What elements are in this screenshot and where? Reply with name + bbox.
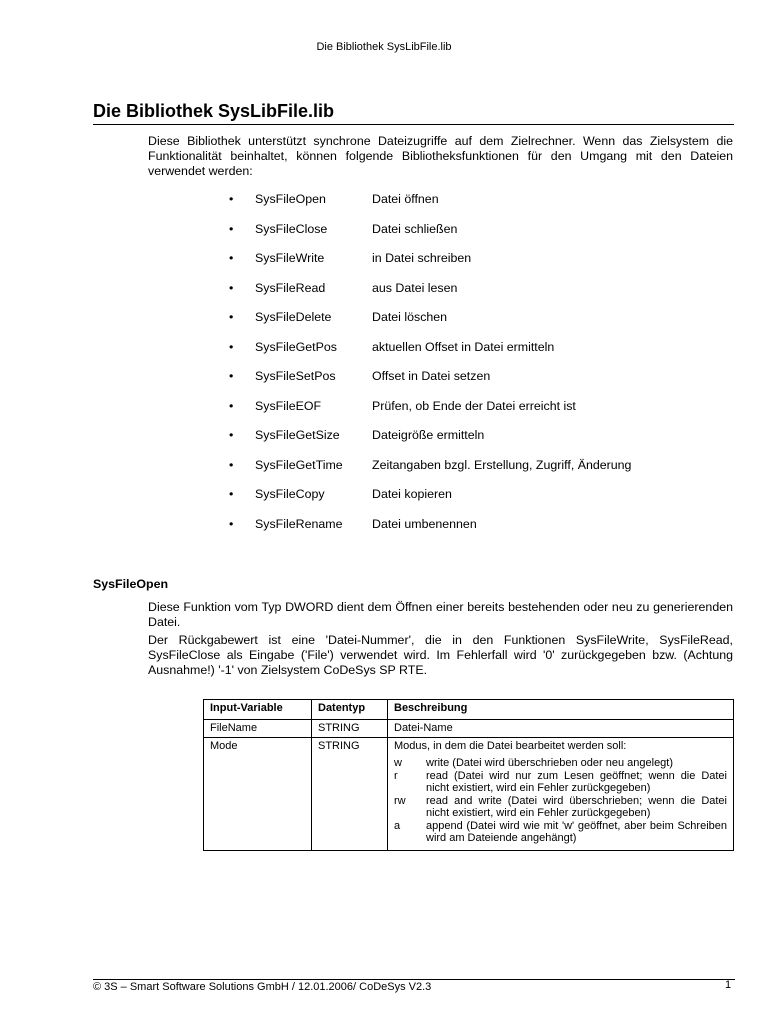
section-paragraph-1: Diese Funktion vom Typ DWORD dient dem Öffnen einer bereits bestehenden oder neu zu generierenden Datei. xyxy=(148,600,733,629)
mode-key: rw xyxy=(394,795,406,807)
mode-list xyxy=(394,757,727,844)
function-name: SysFileRename xyxy=(255,516,343,531)
function-description: Dateigröße ermitteln xyxy=(372,428,485,442)
function-name: SysFileGetTime xyxy=(255,457,343,472)
mode-key: r xyxy=(394,770,398,782)
bullet-icon: • xyxy=(229,310,234,324)
function-name: SysFileEOF xyxy=(255,398,322,413)
mode-key: w xyxy=(394,757,402,769)
mode-text: write (Datei wird überschrieben oder neu angelegt) xyxy=(426,757,674,769)
function-name: SysFileOpen xyxy=(255,192,326,206)
page-number: 1 xyxy=(725,979,732,991)
mode-text: read and write (Datei wird überschrieben; wenn die Datei nicht existiert, wird ein Fehler zurückgegeben) xyxy=(426,795,727,819)
bullet-icon: • xyxy=(229,339,234,354)
mode-item xyxy=(394,770,727,794)
bullet-icon: • xyxy=(229,487,234,501)
table-row xyxy=(204,738,734,851)
bullet-icon: • xyxy=(229,457,234,472)
mode-item xyxy=(394,820,727,844)
column-header: Beschreibung xyxy=(388,700,734,720)
bullet-icon: • xyxy=(229,398,234,413)
cell-variable: Mode xyxy=(204,738,312,851)
function-description: aus Datei lesen xyxy=(372,280,458,295)
function-description: Prüfen, ob Ende der Datei erreicht ist xyxy=(372,398,576,413)
function-name: SysFileWrite xyxy=(255,251,325,265)
mode-key: a xyxy=(394,820,401,832)
function-description: Datei kopieren xyxy=(372,487,452,501)
footer-divider xyxy=(93,979,735,980)
column-header: Datentyp xyxy=(312,700,388,720)
bullet-icon: • xyxy=(229,251,234,265)
mode-text: read (Datei wird nur zum Lesen geöffnet; wenn die Datei nicht existiert, wird ein Fehler zurückgegeben) xyxy=(426,770,727,794)
bullet-icon: • xyxy=(229,192,234,206)
footer-copyright: © 3S – Smart Software Solutions GmbH / 12.01.2006/ CoDeSys V2.3 xyxy=(93,981,432,993)
function-name: SysFileSetPos xyxy=(255,369,336,383)
cell-description xyxy=(388,738,734,851)
mode-intro: Modus, in dem die Datei bearbeitet werden soll: xyxy=(394,740,627,752)
function-name: SysFileRead xyxy=(255,280,326,295)
function-description: Datei öffnen xyxy=(372,192,439,206)
cell-description: Datei-Name xyxy=(388,720,734,738)
table-row xyxy=(204,720,734,738)
section-title: SysFileOpen xyxy=(93,577,169,591)
function-description: aktuellen Offset in Datei ermitteln xyxy=(372,339,555,354)
function-description: Datei schließen xyxy=(372,221,458,236)
function-name: SysFileCopy xyxy=(255,487,325,501)
function-name: SysFileGetPos xyxy=(255,339,337,354)
column-header: Input-Variable xyxy=(204,700,312,720)
function-name: SysFileDelete xyxy=(255,310,332,324)
table-header-row xyxy=(204,700,734,720)
function-description: Zeitangaben bzgl. Erstellung, Zugriff, Änderung xyxy=(372,457,632,472)
bullet-icon: • xyxy=(229,516,234,531)
mode-item xyxy=(394,757,727,769)
cell-variable: FileName xyxy=(204,720,312,738)
function-description: in Datei schreiben xyxy=(372,251,472,265)
running-header: Die Bibliothek SysLibFile.lib xyxy=(316,41,452,53)
cell-type: STRING xyxy=(312,738,388,851)
mode-item xyxy=(394,795,727,819)
function-name: SysFileGetSize xyxy=(255,428,340,442)
bullet-icon: • xyxy=(229,428,234,442)
function-description: Datei umbenennen xyxy=(372,516,477,531)
function-description: Datei löschen xyxy=(372,310,448,324)
function-description: Offset in Datei setzen xyxy=(372,369,491,383)
cell-type: STRING xyxy=(312,720,388,738)
mode-text: append (Datei wird wie mit 'w' geöffnet, aber beim Schreiben wird am Dateiende angehängt) xyxy=(426,820,727,844)
page-title: Die Bibliothek SysLibFile.lib xyxy=(93,101,734,125)
function-name: SysFileClose xyxy=(255,221,328,236)
parameter-table xyxy=(203,699,734,851)
bullet-icon: • xyxy=(229,280,234,295)
intro-paragraph: Diese Bibliothek unterstützt synchrone Dateizugriffe auf dem Zielrechner. Wenn das Zielsystem die Funktionalität beinhaltet, können folgende Bibliotheksfunktionen für den Umgang mit den Dateien verwendet werden: xyxy=(148,134,733,178)
section-paragraph-2: Der Rückgabewert ist eine 'Datei-Nummer', die in den Funktionen SysFileWrite, SysFileRead, SysFileClose als Eingabe ('File') verwendet wird. Im Fehlerfall wird '0' zurückgegeben bzw. (Achtung Ausnahme!) '-1' von Zielsystem CoDeSys SP RTE. xyxy=(148,633,733,677)
bullet-icon: • xyxy=(229,369,234,383)
bullet-icon: • xyxy=(229,221,234,236)
